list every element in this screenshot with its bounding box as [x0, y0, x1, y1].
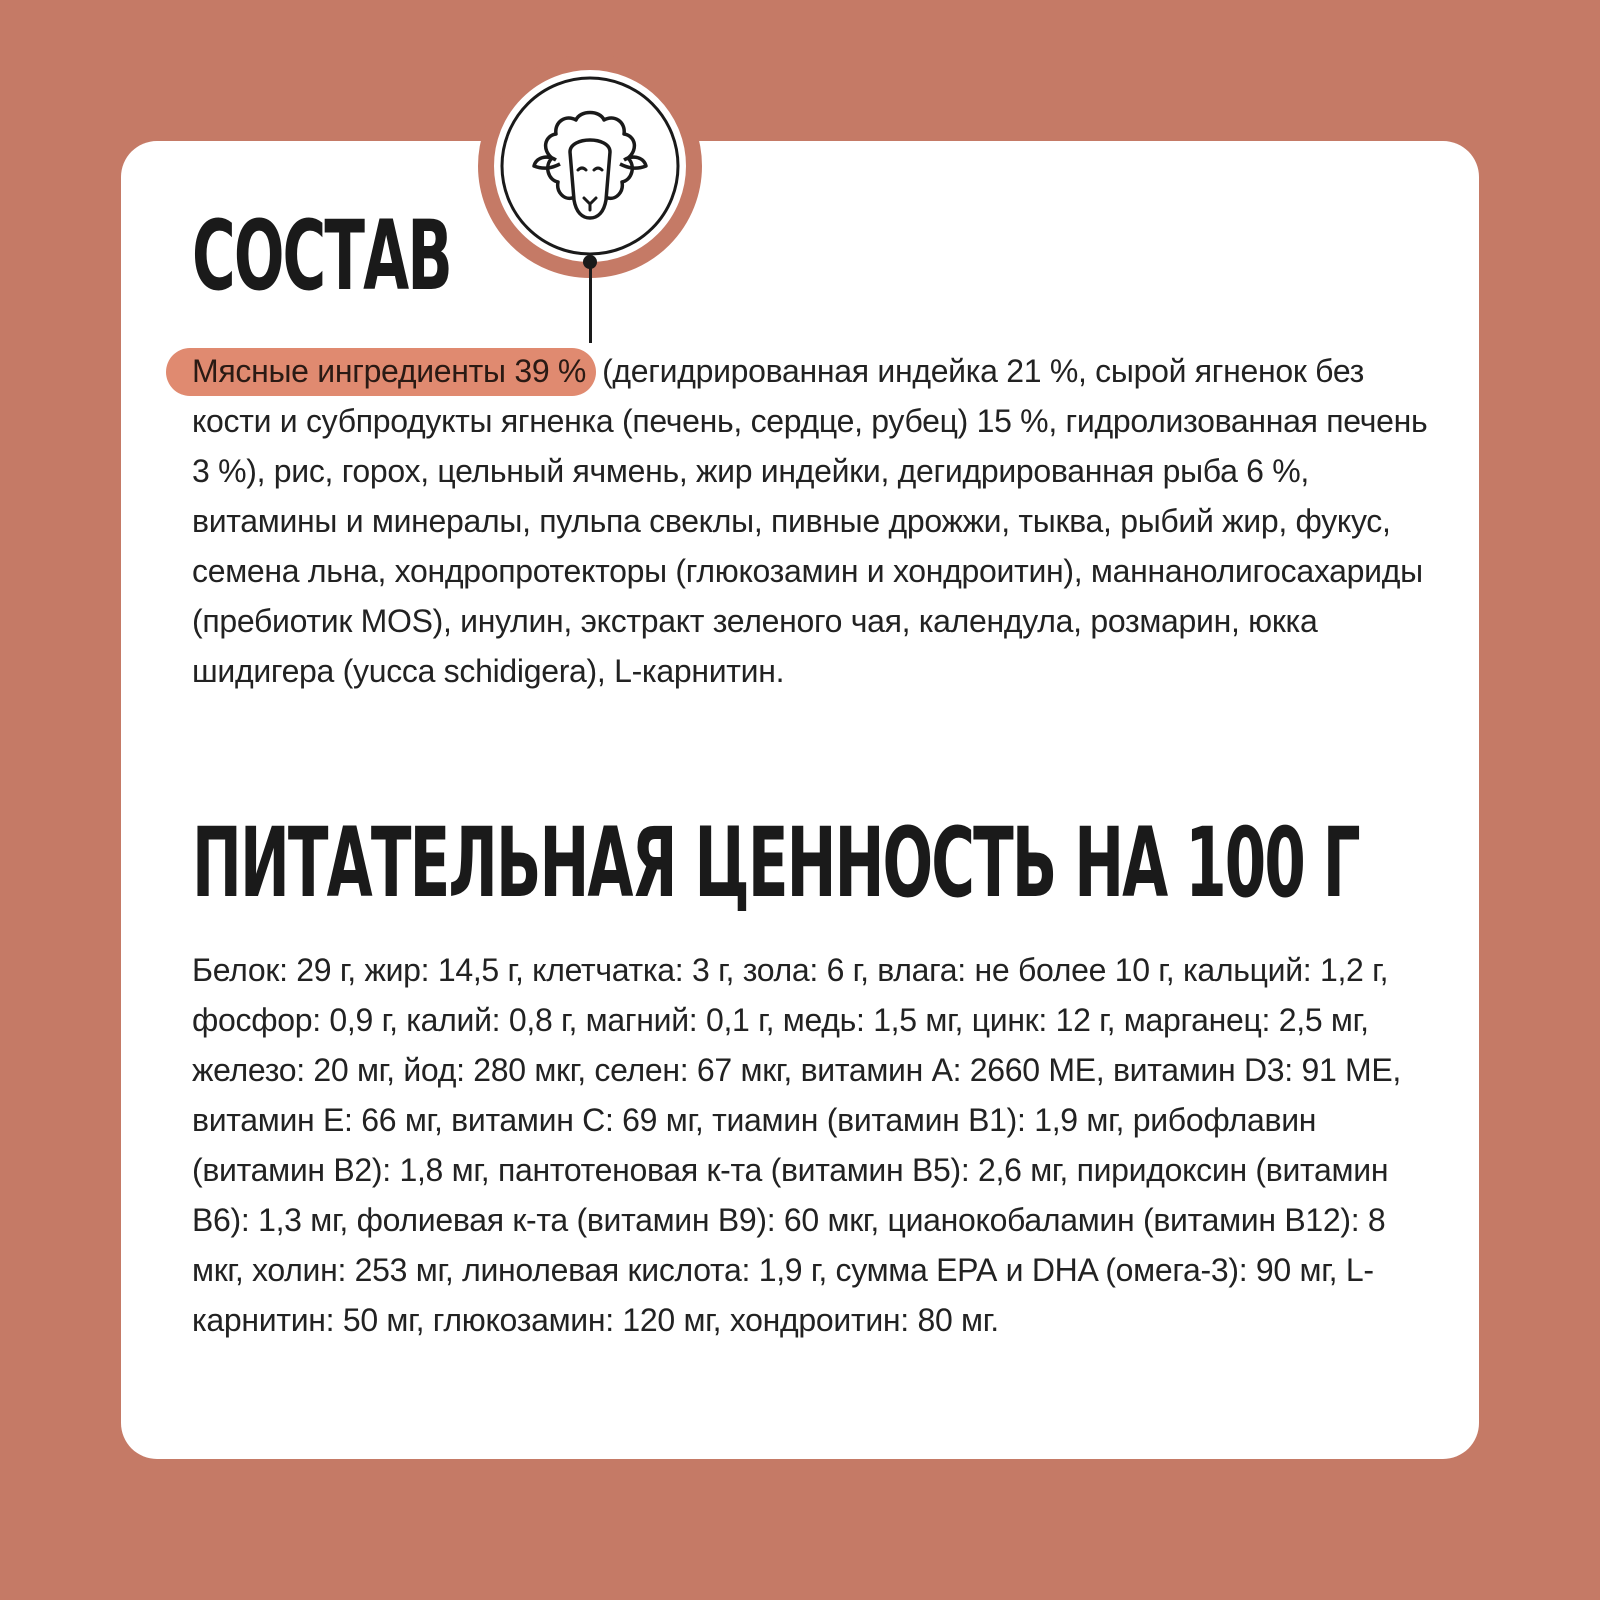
nutrition-title: ПИТАТЕЛЬНАЯ ЦЕННОСТЬ НА 100 Г: [192, 807, 1359, 919]
composition-title: СОСТАВ: [192, 200, 451, 312]
nutrition-text: Белок: 29 г, жир: 14,5 г, клетчатка: 3 г, зола: 6 г, влага: не более 10 г, кальций: 1,2 г, фосфор: 0,9 г, калий: 0,8 г, магний: 0,1 г, медь: 1,5 мг, цинк: 12 г, марганец: 2,5 мг, железо: 20 мг, йод: 280 мкг, селен: 67 мкг, витамин А: 2660 МЕ, витамин D3: 91 МЕ, витамин Е: 66 мг, витамин С: 69 мг, тиамин (витамин В1): 1,9 мг, рибофлавин (витамин В2): 1,8 мг, пантотеновая к-та (витамин В5): 2,6 мг, пиридоксин (витамин В6): 1,3 мг, фолиевая к-та (витамин В9): 60 мкг, цианокобаламин (витамин В12): 8 мкг, холин: 253 мг, линолевая кислота: 1,9 г, сумма ЕРА и DHA (омега-3): 90 мг, L-карнитин: 50 мг, глюкозамин: 120 мг, хондроитин: 80 мг.: [192, 952, 1402, 1338]
sheep-icon: [474, 50, 706, 282]
connector-line: [589, 260, 592, 343]
composition-ingredients: (дегидрированная индейка 21 %, сырой ягненок без кости и субпродукты ягненка (печень, сердце, рубец) 15 %, гидролизованная печень 3 %), рис, горох, цельный ячмень, жир индейки, дегидрированная рыба 6 %, витамины и минералы, пульпа свеклы, пивные дрожжи, тыква, рыбий жир, фукус, семена льна, хондропротекторы (глюкозамин и хондроитин), маннанолигосахариды (пребиотик MOS), инулин, экстракт зеленого чая, календула, розмарин, юкка шидигера (yucca schidigera), L-карнитин.: [192, 353, 1428, 689]
composition-text: [192, 346, 1432, 696]
meat-ingredients-highlight: Мясные ингредиенты 39 %: [166, 348, 596, 396]
sheep-badge: [474, 50, 706, 282]
